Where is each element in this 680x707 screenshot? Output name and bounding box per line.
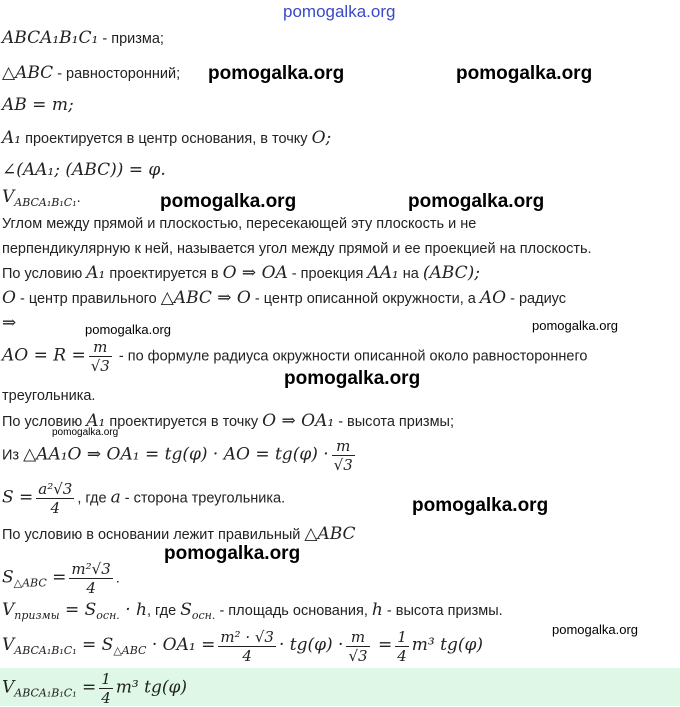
math: · h xyxy=(119,600,147,620)
line-definition-2 xyxy=(2,239,592,259)
math: △ABC xyxy=(2,63,54,83)
numerator: m xyxy=(332,437,355,456)
math: A₁ xyxy=(2,128,22,148)
text: проектируется в точку xyxy=(105,414,263,430)
fraction xyxy=(89,338,112,375)
line-answer xyxy=(2,670,187,707)
denominator: √3 xyxy=(90,357,110,375)
denominator: 4 xyxy=(101,689,111,707)
math: O xyxy=(2,288,16,308)
subscript: △ABC xyxy=(113,644,147,658)
text: - высота призмы. xyxy=(382,603,503,619)
text: По условию xyxy=(2,414,87,430)
watermark: pomogalka.org xyxy=(408,191,545,212)
watermark: pomogalka.org xyxy=(85,322,171,337)
line-angle xyxy=(2,160,166,181)
line-area-abc xyxy=(2,560,120,597)
text: , где xyxy=(146,603,181,619)
math: V xyxy=(2,635,15,656)
line-prism xyxy=(2,28,164,49)
denominator: 4 xyxy=(397,647,407,665)
subscript: осн. xyxy=(191,609,216,622)
fraction xyxy=(36,480,74,517)
watermark: pomogalka.org xyxy=(532,318,618,333)
math: · OA₁ = xyxy=(146,635,216,656)
math: = xyxy=(372,635,393,656)
math: = xyxy=(76,677,97,698)
text: , где xyxy=(77,490,111,507)
math: V xyxy=(2,677,15,698)
numerator: m²√3 xyxy=(71,560,111,578)
text: проектируется в центр основания, в точку xyxy=(21,131,312,147)
line-condition-projection xyxy=(2,263,480,284)
watermark: pomogalka.org xyxy=(552,622,638,637)
math: AO = R = xyxy=(2,345,86,366)
line-base-condition xyxy=(2,524,356,545)
text: - сторона треугольника. xyxy=(120,490,286,507)
text: - центр описанной окружности, а xyxy=(250,291,480,307)
math: V xyxy=(2,187,15,207)
watermark: pomogalka.org xyxy=(456,63,593,84)
text: проектируется в xyxy=(105,266,223,282)
math: O ⇒ OA xyxy=(222,263,288,283)
text: . xyxy=(115,570,120,587)
math: O ⇒ OA₁ xyxy=(262,411,335,431)
numerator: m xyxy=(89,338,112,357)
math: △ABC ⇒ O xyxy=(160,288,251,308)
text: Из xyxy=(2,447,24,464)
math: · tg(φ) · xyxy=(278,635,344,656)
line-triangle-word xyxy=(2,386,95,406)
text: - радиус xyxy=(506,291,567,307)
math: m³ tg(φ) xyxy=(115,677,188,698)
line-projection xyxy=(2,128,331,149)
math: V xyxy=(2,600,15,620)
watermark: pomogalka.org xyxy=(412,495,549,516)
math: O; xyxy=(311,128,332,148)
watermark: pomogalka.org xyxy=(160,191,297,212)
subscript: ABCA₁B₁C₁ xyxy=(14,686,77,700)
math: AB = m; xyxy=(2,95,74,115)
math: h xyxy=(371,600,383,620)
fraction xyxy=(69,560,112,597)
math: (ABC); xyxy=(422,263,480,283)
numerator: m² · √3 xyxy=(220,628,274,646)
line-definition-1 xyxy=(2,214,476,234)
text: - по формуле радиуса окружности описанной около равностороннего xyxy=(114,348,588,365)
denominator: 4 xyxy=(242,647,252,665)
watermark: pomogalka.org xyxy=(208,63,345,84)
line-oa1 xyxy=(2,437,358,474)
denominator: √3 xyxy=(333,456,353,474)
denominator: 4 xyxy=(50,499,61,517)
math: ⇒ xyxy=(2,313,17,333)
line-ab xyxy=(2,95,74,116)
line-volume-formula xyxy=(2,600,503,626)
subscript: ABCA₁B₁C₁ xyxy=(14,196,77,209)
numerator: 1 xyxy=(397,628,407,646)
math: A₁ xyxy=(86,411,106,431)
line-triangle xyxy=(2,63,180,84)
fraction xyxy=(346,628,369,665)
fraction xyxy=(395,628,409,665)
text: - призма; xyxy=(98,31,164,47)
math: = S xyxy=(76,635,114,656)
math: m³ tg(φ) xyxy=(411,635,484,656)
subscript: △ABC xyxy=(13,576,47,590)
denominator: 4 xyxy=(86,579,96,597)
math: a xyxy=(110,487,121,508)
fraction xyxy=(218,628,276,665)
numerator: m xyxy=(346,628,369,647)
watermark: pomogalka.org xyxy=(284,368,421,389)
math: ABCA₁B₁C₁ xyxy=(2,28,99,48)
line-implies xyxy=(2,313,16,334)
math: = S xyxy=(59,600,97,620)
subscript: ABCA₁B₁C₁ xyxy=(14,644,77,658)
text: - проекция xyxy=(287,266,368,282)
fraction xyxy=(99,670,113,707)
math: A₁ xyxy=(86,263,106,283)
math: AA₁ xyxy=(367,263,399,283)
watermark: pomogalka.org xyxy=(164,543,301,564)
text: - высота призмы; xyxy=(334,414,454,430)
math: = xyxy=(46,567,67,588)
subscript: осн. xyxy=(96,609,120,622)
text: на xyxy=(398,266,423,282)
math: ∠(AA₁; (ABC)) = φ. xyxy=(2,160,166,180)
text: . xyxy=(76,190,81,206)
denominator: √3 xyxy=(348,647,368,665)
line-center xyxy=(2,288,566,309)
watermark-top: pomogalka.org xyxy=(283,2,396,21)
math: S xyxy=(180,600,192,620)
math: AO xyxy=(479,288,507,308)
math: S xyxy=(2,567,14,588)
text: По условию xyxy=(2,266,87,282)
text: - центр правильного xyxy=(15,291,161,307)
math: △AA₁O ⇒ OA₁ = tg(φ) · AO = tg(φ) · xyxy=(23,444,329,465)
text: перпендикулярную к ней, называется угол между прямой и ее проекцией на плоскость. xyxy=(2,241,592,257)
numerator: a²√3 xyxy=(38,480,73,498)
text: - площадь основания, xyxy=(215,603,372,619)
math: S = xyxy=(2,487,34,508)
numerator: 1 xyxy=(101,670,111,688)
fraction xyxy=(332,437,355,474)
text: По условию в основании лежит правильный xyxy=(2,527,305,543)
line-volume-find xyxy=(2,187,81,213)
watermark: pomogalka.org xyxy=(52,427,119,438)
math: △ABC xyxy=(304,524,356,544)
subscript: призмы xyxy=(14,609,60,622)
text: треугольника. xyxy=(2,388,96,404)
line-area-formula xyxy=(2,480,285,517)
line-volume-calc xyxy=(2,628,483,665)
text: Углом между прямой и плоскостью, пересекающей эту плоскость и не xyxy=(2,216,477,232)
text: - равносторонний; xyxy=(53,66,181,82)
